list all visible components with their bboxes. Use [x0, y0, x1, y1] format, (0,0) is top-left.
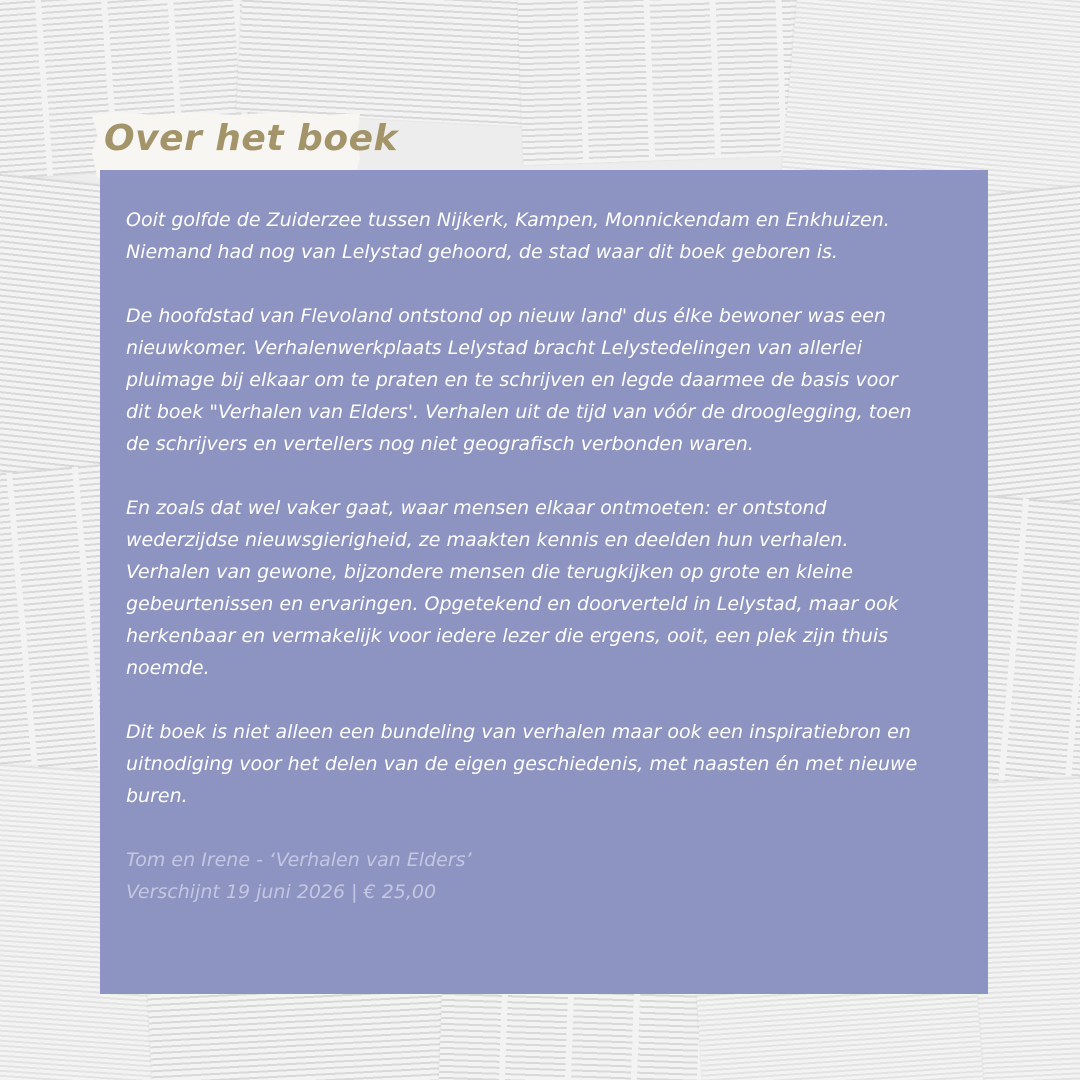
- book-description: [126, 204, 976, 940]
- text-line: buren.: [126, 785, 188, 807]
- description-paragraph: [126, 492, 976, 684]
- text-line: herkenbaar en vermakelijk voor iedere lezer die ergens, ooit, een plek zijn thuis: [126, 625, 889, 647]
- author-credit: Tom en Irene - ‘Verhalen van Elders’: [126, 849, 472, 871]
- text-line: wederzijdse nieuwsgierigheid, ze maakten kennis en deelden hun verhalen.: [126, 529, 849, 551]
- description-paragraph: [126, 716, 976, 812]
- text-line: Ooit golfde de Zuiderzee tussen Nijkerk, Kampen, Monnickendam en Enkhuizen.: [126, 209, 890, 231]
- text-line: noemde.: [126, 657, 210, 679]
- book-description-card: [100, 170, 988, 994]
- book-footer: [126, 844, 976, 908]
- text-line: uitnodiging voor het delen van de eigen geschiedenis, met naasten én met nieuwe: [126, 753, 918, 775]
- text-line: gebeurtenissen en ervaringen. Opgetekend en doorverteld in Lelystad, maar ook: [126, 593, 899, 615]
- text-line: de schrijvers en vertellers nog niet geografisch verbonden waren.: [126, 433, 754, 455]
- text-line: nieuwkomer. Verhalenwerkplaats Lelystad bracht Lelystedelingen van allerlei: [126, 337, 863, 359]
- text-line: Niemand had nog van Lelystad gehoord, de stad waar dit boek geboren is.: [126, 241, 838, 263]
- text-line: Verhalen van gewone, bijzondere mensen die terugkijken op grote en kleine: [126, 561, 853, 583]
- text-line: Dit boek is niet alleen een bundeling van verhalen maar ook een inspiratiebron en: [126, 721, 911, 743]
- page-title: Over het boek: [104, 118, 398, 159]
- text-line: pluimage bij elkaar om te praten en te schrijven en legde daarmee de basis voor: [126, 369, 898, 391]
- description-paragraph: [126, 204, 976, 268]
- text-line: En zoals dat wel vaker gaat, waar mensen elkaar ontmoeten: er ontstond: [126, 497, 827, 519]
- description-paragraph: [126, 300, 976, 460]
- release-info: Verschijnt 19 juni 2026 | € 25,00: [126, 881, 437, 903]
- text-line: dit boek "Verhalen van Elders'. Verhalen uit de tijd van vóór de drooglegging, toen: [126, 401, 912, 423]
- text-line: De hoofdstad van Flevoland ontstond op nieuw land' dus élke bewoner was een: [126, 305, 886, 327]
